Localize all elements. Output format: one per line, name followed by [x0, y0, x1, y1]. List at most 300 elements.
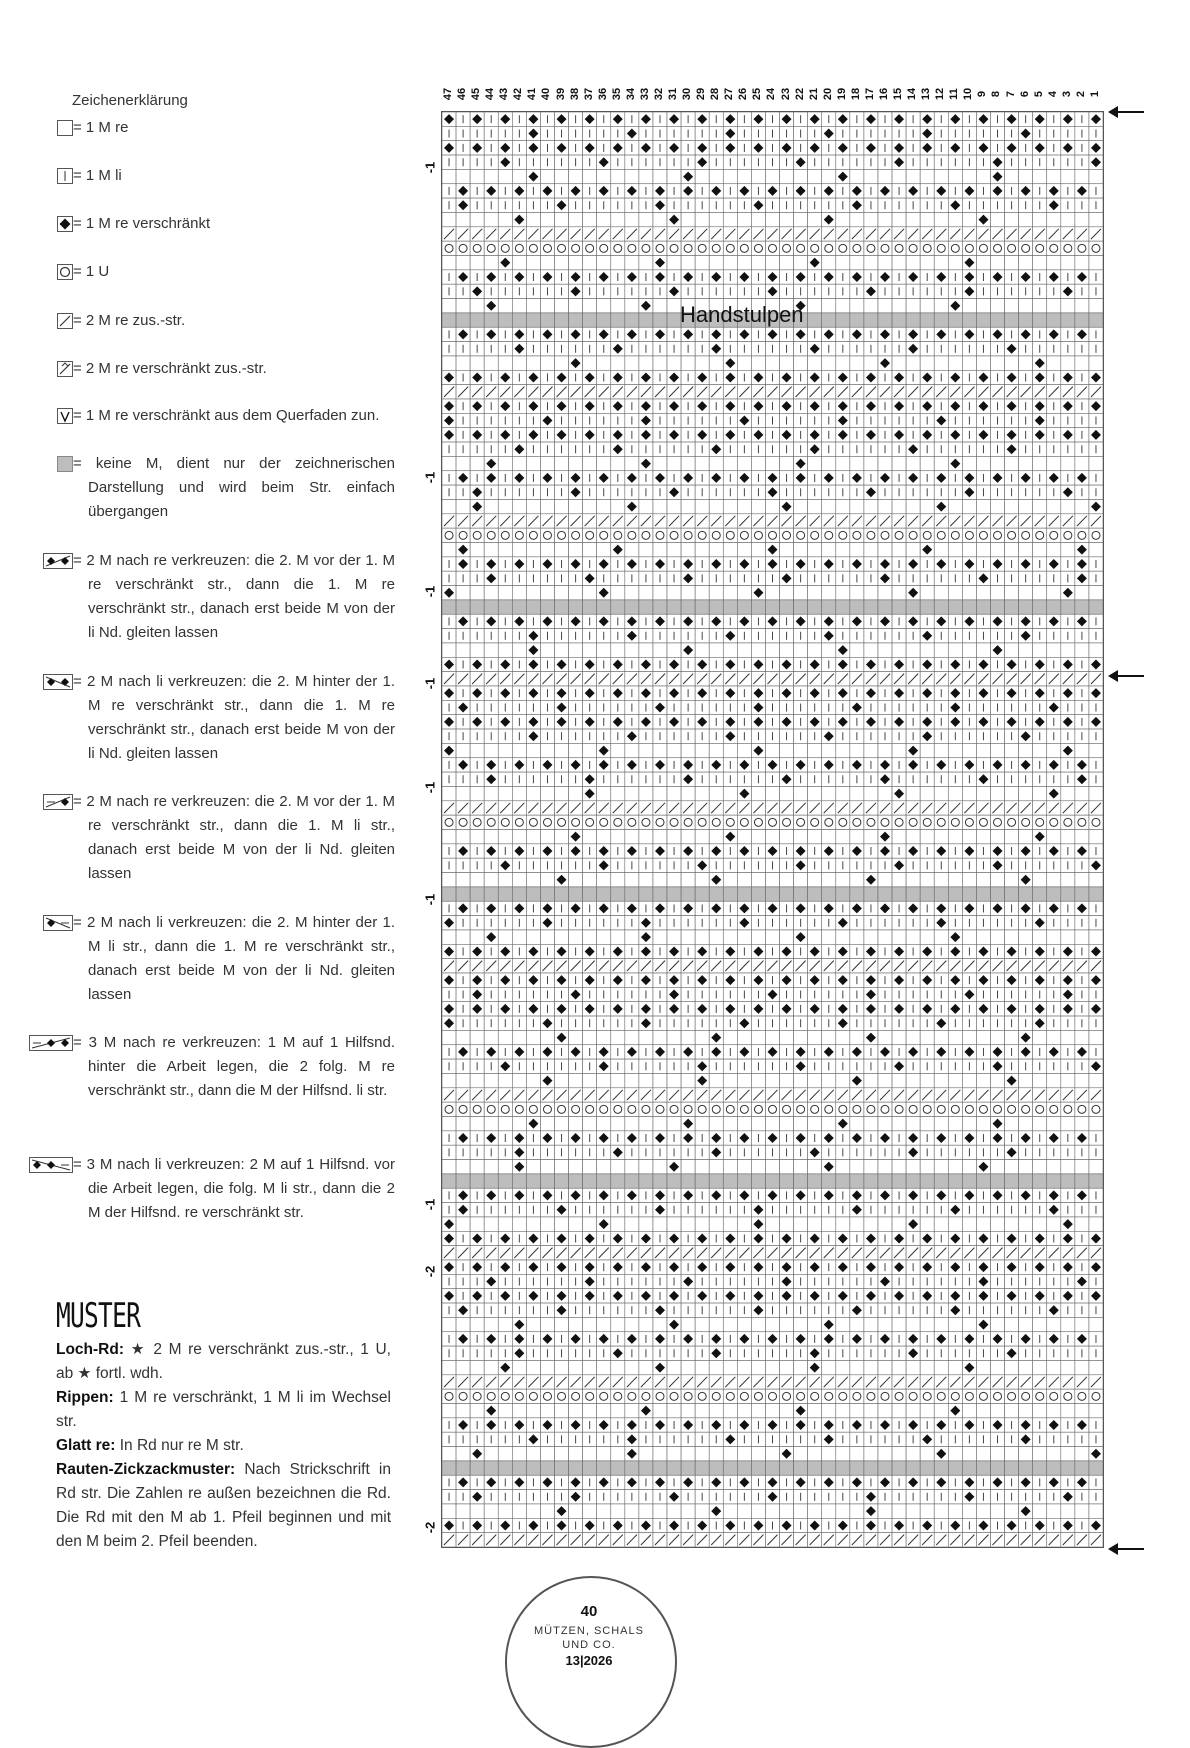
chart-cell — [709, 786, 723, 800]
chart-cell — [920, 212, 934, 226]
chart-cell — [611, 256, 625, 270]
chart-cell — [990, 830, 1004, 844]
column-number: 8 — [990, 87, 1002, 101]
chart-cell — [526, 873, 540, 887]
chart-cell — [639, 543, 653, 557]
chart-cell — [611, 586, 625, 600]
chart-cell — [583, 600, 597, 614]
slash-twisted-cell-icon — [57, 361, 73, 377]
chart-cell — [625, 241, 639, 255]
chart-cell — [540, 543, 554, 557]
chart-cell — [709, 887, 723, 901]
chart-cell — [470, 786, 484, 800]
chart-cell — [484, 786, 498, 800]
chart-cell — [681, 930, 695, 944]
chart-cell — [976, 241, 990, 255]
chart-cell — [583, 873, 597, 887]
chart-cell — [1033, 169, 1047, 183]
chart-cell — [456, 499, 470, 513]
column-number: 13 — [920, 87, 932, 101]
chart-cell — [695, 528, 709, 542]
chart-cell — [1089, 643, 1103, 657]
column-number: 20 — [822, 87, 834, 101]
chart-cell — [611, 815, 625, 829]
chart-cell — [498, 499, 512, 513]
chart-cell — [709, 528, 723, 542]
column-number: 19 — [836, 87, 848, 101]
chart-cell — [695, 499, 709, 513]
chart-cell — [878, 543, 892, 557]
chart-cell — [470, 586, 484, 600]
chart-cell — [751, 815, 765, 829]
muster-paragraph — [56, 1458, 391, 1554]
chart-cell — [892, 169, 906, 183]
chart-cell — [653, 169, 667, 183]
chart-cell — [794, 830, 808, 844]
chart-cell — [962, 356, 976, 370]
chart-cell — [540, 873, 554, 887]
chart-cell — [456, 212, 470, 226]
chart-cell — [695, 887, 709, 901]
chart-cell — [822, 241, 836, 255]
chart-cell — [639, 313, 653, 327]
chart-cell — [1033, 256, 1047, 270]
chart-cell — [498, 241, 512, 255]
chart-cell — [780, 241, 794, 255]
chart-cell — [836, 873, 850, 887]
chart-cell — [1047, 313, 1061, 327]
chart-cell — [850, 528, 864, 542]
chart-cell — [569, 241, 583, 255]
chart-cell — [695, 643, 709, 657]
chart-cell — [653, 528, 667, 542]
chart-cell — [723, 456, 737, 470]
muster-text — [56, 1338, 391, 1554]
chart-cell — [540, 356, 554, 370]
chart-cell — [526, 241, 540, 255]
chart-cell — [625, 786, 639, 800]
chart-cell — [1089, 543, 1103, 557]
chart-cell — [920, 256, 934, 270]
chart-cell — [990, 528, 1004, 542]
chart-cell — [569, 643, 583, 657]
chart-cell — [555, 299, 569, 313]
chart-cell — [653, 743, 667, 757]
v-cell-icon — [57, 408, 73, 424]
chart-cell — [808, 313, 822, 327]
chart-cell — [1075, 743, 1089, 757]
chart-cell — [934, 600, 948, 614]
chart-cell — [836, 212, 850, 226]
chart-cell — [1089, 241, 1103, 255]
chart-cell — [1075, 887, 1089, 901]
chart-cell — [639, 586, 653, 600]
chart-cell — [864, 600, 878, 614]
muster-paragraph — [56, 1338, 391, 1386]
column-number: 42 — [512, 87, 524, 101]
chart-cell — [667, 600, 681, 614]
chart-cell — [723, 743, 737, 757]
chart-cell — [526, 930, 540, 944]
chart-cell — [1019, 299, 1033, 313]
chart-cell — [920, 241, 934, 255]
chart-cell — [906, 786, 920, 800]
slash-cell-icon — [57, 313, 73, 329]
legend-item-text: = 2 M nach li verkreuzen: die 2. M hinter der 1. M li str., dann die 1. M re verschränkt str., danach erst beide M von der li Nd. gleiten lassen — [73, 911, 395, 1007]
chart-cell — [822, 873, 836, 887]
chart-cell — [498, 815, 512, 829]
chart-cell — [1033, 543, 1047, 557]
chart-cell — [695, 169, 709, 183]
chart-cell — [1019, 930, 1033, 944]
chart-cell — [555, 586, 569, 600]
chart-cell — [780, 356, 794, 370]
chart-cell — [878, 456, 892, 470]
chart-cell — [850, 543, 864, 557]
chart-cell — [709, 930, 723, 944]
chart-cell — [1089, 873, 1103, 887]
chart-cell — [822, 930, 836, 944]
chart-cell — [765, 600, 779, 614]
chart-cell — [639, 499, 653, 513]
chart-cell — [976, 499, 990, 513]
chart-cell — [780, 586, 794, 600]
chart-cell — [1061, 930, 1075, 944]
chart-cell — [555, 256, 569, 270]
chart-cell — [583, 586, 597, 600]
chart-cell — [512, 456, 526, 470]
column-number: 32 — [653, 87, 665, 101]
chart-cell — [456, 815, 470, 829]
chart-cell — [1047, 830, 1061, 844]
chart-cell — [1005, 456, 1019, 470]
chart-cell — [456, 241, 470, 255]
chart-cell — [780, 543, 794, 557]
chart-cell — [681, 543, 695, 557]
chart-cell — [892, 830, 906, 844]
chart-cell — [990, 356, 1004, 370]
chart-cell — [976, 356, 990, 370]
chart-cell — [751, 456, 765, 470]
chart-cell — [583, 313, 597, 327]
chart-cell — [808, 586, 822, 600]
chart-cell — [906, 456, 920, 470]
legend-item-text: = 1 U — [73, 260, 395, 284]
chart-cell — [878, 169, 892, 183]
chart-cell — [780, 830, 794, 844]
chart-cell — [597, 600, 611, 614]
chart-cell — [780, 815, 794, 829]
chart-cell — [569, 256, 583, 270]
chart-cell — [1019, 212, 1033, 226]
chart-cell — [1019, 743, 1033, 757]
chart-cell — [470, 830, 484, 844]
chart-cell — [751, 241, 765, 255]
column-number: 29 — [695, 87, 707, 101]
chart-cell — [597, 830, 611, 844]
chart-cell — [498, 643, 512, 657]
chart-cell — [780, 643, 794, 657]
chart-cell — [1061, 786, 1075, 800]
chart-cell — [456, 528, 470, 542]
chart-cell — [1089, 600, 1103, 614]
chart-cell — [920, 299, 934, 313]
chart-cell — [1005, 543, 1019, 557]
chart-cell — [836, 830, 850, 844]
chart-cell — [892, 356, 906, 370]
chart-cell — [484, 212, 498, 226]
chart-cell — [1061, 815, 1075, 829]
chart-cell — [948, 543, 962, 557]
chart-cell — [569, 887, 583, 901]
empty-cell-icon — [57, 120, 73, 136]
chart-cell — [526, 543, 540, 557]
chart-cell — [611, 241, 625, 255]
chart-cell — [808, 600, 822, 614]
chart-cell — [990, 313, 1004, 327]
chart-cell — [625, 456, 639, 470]
chart-cell — [920, 815, 934, 829]
chart-cell — [681, 786, 695, 800]
chart-cell — [681, 256, 695, 270]
chart-cell — [1019, 600, 1033, 614]
chart-cell — [765, 930, 779, 944]
chart-cell — [906, 528, 920, 542]
chart-cell — [878, 743, 892, 757]
legend-item-text: = 3 M nach re verkreuzen: 1 M auf 1 Hilfsnd. hinter die Arbeit legen, die 2 folg. M re verschränkt str., dann die M der Hilfsnd. li str. — [73, 1031, 395, 1103]
chart-cell — [611, 786, 625, 800]
chart-cell — [526, 600, 540, 614]
chart-cell — [526, 887, 540, 901]
chart-cell — [1033, 499, 1047, 513]
chart-cell — [976, 815, 990, 829]
chart-cell — [569, 873, 583, 887]
chart-cell — [456, 600, 470, 614]
chart-cell — [597, 873, 611, 887]
chart-cell — [836, 256, 850, 270]
chart-cell — [1075, 830, 1089, 844]
chart-cell — [1033, 299, 1047, 313]
column-number: 14 — [906, 87, 918, 101]
chart-cell — [540, 643, 554, 657]
chart-cell — [653, 543, 667, 557]
chart-cell — [794, 528, 808, 542]
chart-cell — [723, 499, 737, 513]
chart-cell — [850, 786, 864, 800]
chart-cell — [540, 499, 554, 513]
chart-cell — [512, 313, 526, 327]
chart-cell — [456, 313, 470, 327]
muster-description: 1 M re verschränkt, 1 M li im Wechsel str. — [56, 1389, 391, 1430]
chart-cell — [639, 643, 653, 657]
chart-cell — [1061, 212, 1075, 226]
chart-cell — [512, 543, 526, 557]
legend-item-text: = 2 M re verschränkt zus.-str. — [73, 357, 395, 381]
legend-item-text: = keine M, dient nur der zeichnerischen Darstellung und wird beim Str. einfach übergangen — [73, 452, 395, 524]
chart-cell — [864, 212, 878, 226]
chart-cell — [498, 299, 512, 313]
chart-cell — [962, 887, 976, 901]
chart-cell — [695, 456, 709, 470]
chart-cell — [780, 930, 794, 944]
chart-cell — [878, 256, 892, 270]
chart-cell — [555, 887, 569, 901]
chart-cell — [836, 528, 850, 542]
chart-cell — [962, 543, 976, 557]
chart-cell — [611, 743, 625, 757]
chart-cell — [822, 169, 836, 183]
chart-cell — [1047, 169, 1061, 183]
chart-cell — [709, 743, 723, 757]
chart-cell — [1033, 212, 1047, 226]
chart-cell — [892, 313, 906, 327]
chart-cell — [611, 873, 625, 887]
chart-cell — [920, 786, 934, 800]
chart-cell — [892, 887, 906, 901]
chart-cell — [920, 930, 934, 944]
chart-cell — [850, 356, 864, 370]
chart-cell — [976, 643, 990, 657]
chart-cell — [498, 930, 512, 944]
chart-cell — [653, 600, 667, 614]
chart-cell — [976, 256, 990, 270]
chart-cell — [934, 356, 948, 370]
chart-cell — [597, 256, 611, 270]
chart-cell — [794, 600, 808, 614]
chart-cell — [906, 830, 920, 844]
chart-cell — [906, 815, 920, 829]
chart-cell — [442, 600, 456, 614]
chart-cell — [920, 356, 934, 370]
chart-cell — [1075, 356, 1089, 370]
chart-cell — [1061, 256, 1075, 270]
diamond-cell-icon — [57, 216, 73, 232]
chart-cell — [976, 786, 990, 800]
chart-cell — [948, 586, 962, 600]
chart-cell — [695, 356, 709, 370]
chart-cell — [1075, 241, 1089, 255]
chart-cell — [456, 256, 470, 270]
chart-cell — [737, 586, 751, 600]
column-number: 15 — [892, 87, 904, 101]
chart-cell — [709, 212, 723, 226]
gray-cell-icon — [57, 456, 73, 472]
chart-cell — [1005, 313, 1019, 327]
chart-cell — [667, 643, 681, 657]
chart-cell — [498, 212, 512, 226]
chart-cell — [526, 356, 540, 370]
column-number: 23 — [780, 87, 792, 101]
chart-cell — [1089, 586, 1103, 600]
chart-cell — [1089, 528, 1103, 542]
chart-cell — [892, 600, 906, 614]
muster-description: ★ 2 M re verschränkt zus.-str., 1 U, ab ★ fortl. wdh. — [56, 1341, 391, 1382]
chart-cell — [765, 241, 779, 255]
chart-cell — [990, 600, 1004, 614]
chart-cell — [892, 930, 906, 944]
chart-cell — [1075, 815, 1089, 829]
chart-cell — [808, 830, 822, 844]
chart-cell — [864, 356, 878, 370]
chart-cell — [948, 241, 962, 255]
chart-cell — [625, 743, 639, 757]
chart-cell — [1089, 887, 1103, 901]
chart-cell — [1047, 299, 1061, 313]
legend-item-text: = 2 M re zus.-str. — [73, 309, 395, 333]
chart-cell — [540, 528, 554, 542]
chart-cell — [1019, 356, 1033, 370]
chart-cell — [751, 830, 765, 844]
chart-cell — [892, 256, 906, 270]
chart-cell — [639, 600, 653, 614]
chart-cell — [1019, 313, 1033, 327]
chart-cell — [498, 600, 512, 614]
chart-cell — [1075, 643, 1089, 657]
chart-cell — [611, 299, 625, 313]
chart-cell — [990, 930, 1004, 944]
chart-cell — [737, 543, 751, 557]
chart-cell — [526, 528, 540, 542]
legend-item-text: = 2 M nach re verkreuzen: die 2. M vor der 1. M re verschränkt str., dann die 1. M re verschränkt str., danach erst beide M von der li Nd. gleiten lassen — [73, 549, 395, 645]
chart-cell — [1005, 256, 1019, 270]
chart-cell — [583, 930, 597, 944]
chart-cell — [794, 586, 808, 600]
chart-cell — [976, 830, 990, 844]
chart-cell — [555, 830, 569, 844]
chart-cell — [653, 815, 667, 829]
chart-cell — [625, 830, 639, 844]
chart-cell — [878, 786, 892, 800]
chart-cell — [583, 543, 597, 557]
chart-cell — [780, 786, 794, 800]
chart-cell — [1005, 815, 1019, 829]
chart-cell — [597, 456, 611, 470]
chart-cell — [625, 528, 639, 542]
chart-cell — [681, 743, 695, 757]
chart-cell — [808, 241, 822, 255]
chart-cell — [442, 169, 456, 183]
chart-cell — [864, 586, 878, 600]
chart-cell — [709, 169, 723, 183]
chart-cell — [1005, 930, 1019, 944]
chart-cell — [583, 743, 597, 757]
chart-cell — [780, 743, 794, 757]
chart-cell — [470, 815, 484, 829]
chart-cell — [934, 456, 948, 470]
chart-cell — [850, 456, 864, 470]
chart-cell — [934, 786, 948, 800]
chart-cell — [512, 873, 526, 887]
chart-cell — [920, 586, 934, 600]
chart-cell — [892, 543, 906, 557]
chart-cell — [540, 456, 554, 470]
chart-cell — [709, 586, 723, 600]
chart-cell — [695, 743, 709, 757]
chart-cell — [695, 256, 709, 270]
chart-cell — [1075, 256, 1089, 270]
chart-cell — [836, 586, 850, 600]
chart-cell — [1061, 169, 1075, 183]
chart-cell — [934, 256, 948, 270]
chart-cell — [737, 528, 751, 542]
chart-cell — [1019, 169, 1033, 183]
chart-cell — [569, 212, 583, 226]
chart-cell — [737, 169, 751, 183]
legend-item-text: = 2 M nach re verkreuzen: die 2. M vor der 1. M re verschränkt str., dann die 1. M li str., danach erst beide M von der li Nd. gleiten lassen — [73, 790, 395, 886]
chart-cell — [470, 528, 484, 542]
legend-item-text: = 1 M re — [73, 116, 395, 140]
chart-cell — [625, 299, 639, 313]
